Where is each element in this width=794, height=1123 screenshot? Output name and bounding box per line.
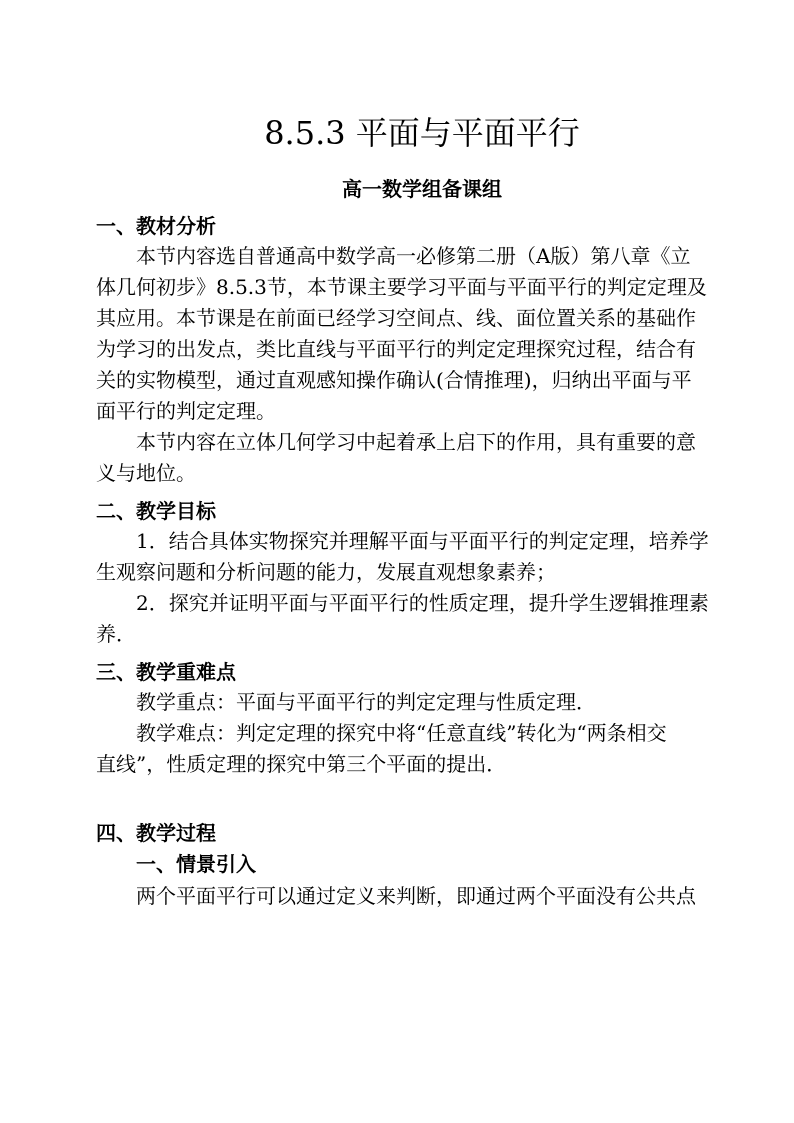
paragraph [96,687,698,718]
paragraph-line: 两个平面平行可以通过定义来判断，即通过两个平面没有公共点 [136,884,696,908]
paragraph [96,588,709,650]
subsection-heading-scenario-intro: 一、情景引入 [136,852,256,876]
paragraph-line: 关的实物模型，通过直观感知操作确认(合情推理)，归纳出平面与平 [96,368,692,392]
document-author: 高一数学组备课组 [342,177,502,201]
paragraph-line: 教学重点：平面与平面平行的判定定理与性质定理． [136,690,596,714]
paragraph-line: 养． [96,622,136,646]
paragraph-line: 直线”，性质定理的探究中第三个平面的提出． [96,752,507,776]
paragraph [96,427,698,489]
paragraph-line: 其应用。本节课是在前面已经学习空间点、线、面位置关系的基础作 [96,306,696,330]
paragraph-line: 体几何初步》8.5.3节，本节课主要学习平面与平面平行的判定定理及 [96,275,707,299]
paragraph-line: 2．探究并证明平面与平面平行的性质定理，提升学生逻辑推理素 [136,591,709,615]
section-heading-teaching-process: 四、教学过程 [96,821,216,845]
paragraph-line: 义与地位。 [96,461,196,485]
paragraph-line: 1．结合具体实物探究并理解平面与平面平行的判定定理，培养学 [136,529,709,553]
paragraph-line: 生观察问题和分析问题的能力，发展直观想象素养； [96,560,556,584]
paragraph [96,881,698,912]
section-heading-textbook-analysis: 一、教材分析 [96,214,216,238]
document-title: 8.5.3 平面与平面平行 [264,114,580,152]
paragraph [96,718,698,780]
paragraph-line: 为学习的出发点，类比直线与平面平行的判定定理探究过程，结合有 [96,337,696,361]
paragraph-line: 本节内容在立体几何学习中起着承上启下的作用，具有重要的意 [136,430,696,454]
paragraph-line: 本节内容选自普通高中数学高一必修第二册（A版）第八章《立 [136,244,691,268]
section-heading-teaching-goals: 二、教学目标 [96,499,216,523]
paragraph [96,241,707,427]
paragraph-line: 面平行的判定定理。 [96,399,276,423]
section-heading-key-difficulties: 三、教学重难点 [96,660,236,684]
document-body [96,212,709,912]
paragraph [96,526,709,588]
paragraph-line: 教学难点：判定定理的探究中将“任意直线”转化为“两条相交 [136,721,667,745]
